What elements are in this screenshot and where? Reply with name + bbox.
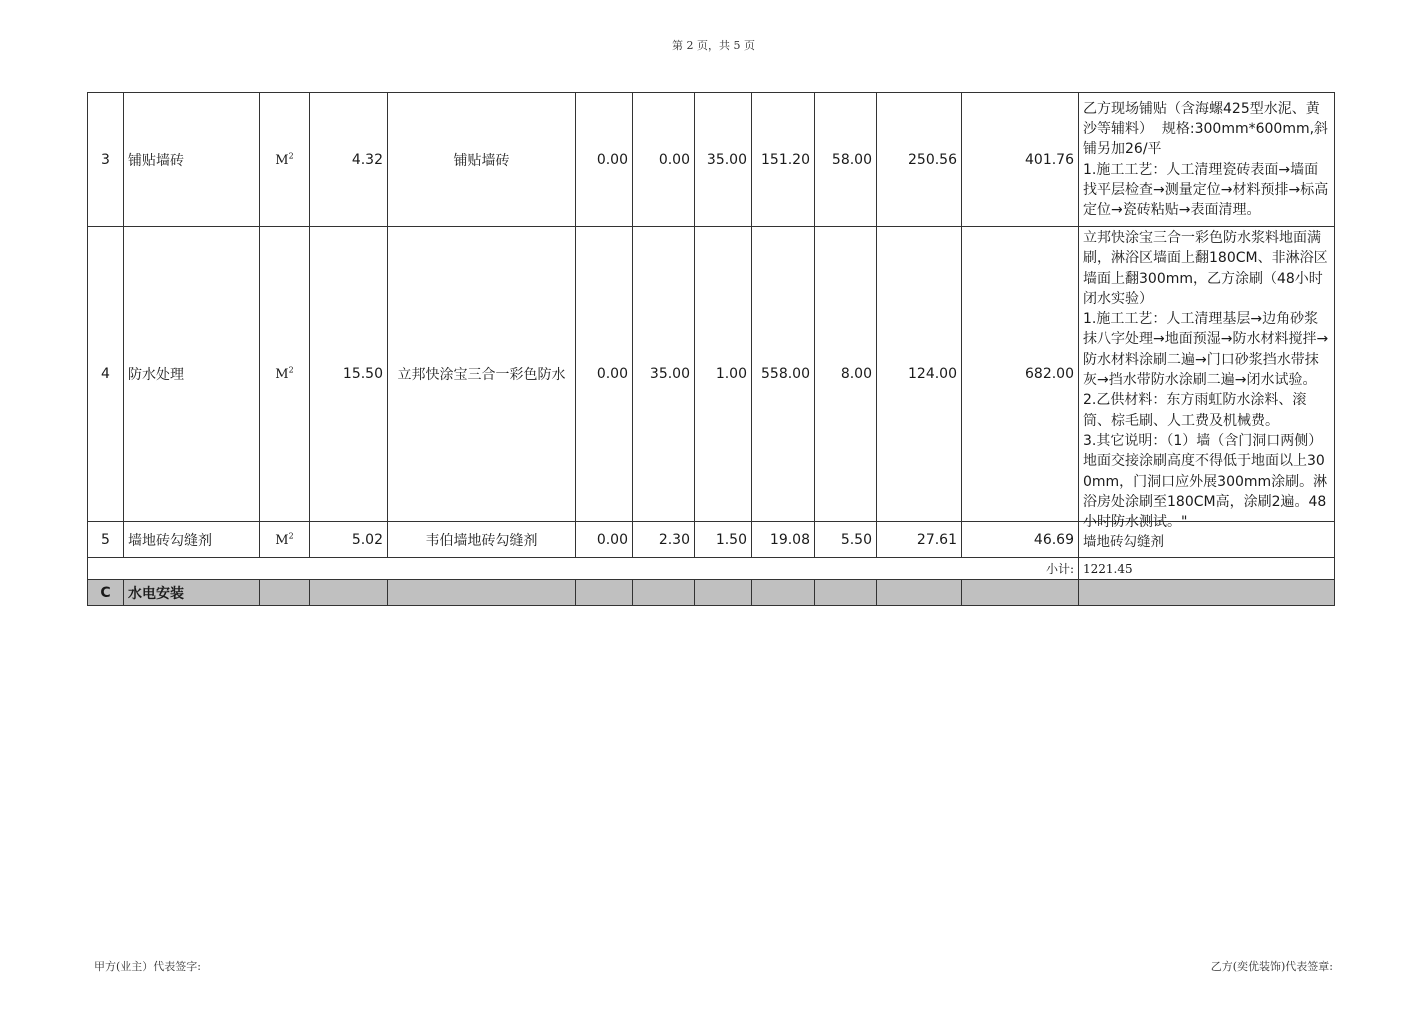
value-cell: 250.56 [877,93,962,227]
section-header-row [88,580,1335,606]
unit-cell: $M^2$ [260,227,310,522]
table-row [88,227,1335,522]
total-cell: 46.69 [962,522,1079,558]
page-number: 第 2 页，共 5 页 [672,39,755,52]
quantity-cell: 4.32 [310,93,388,227]
material-cell: 铺贴墙砖 [388,93,576,227]
value-cell: 558.00 [752,227,815,522]
value-cell: 151.20 [752,93,815,227]
value-cell: 35.00 [633,227,695,522]
value-cell: 35.00 [695,93,752,227]
row-number: 4 [88,227,124,522]
quantity-cell: 5.02 [310,522,388,558]
value-cell: 1.00 [695,227,752,522]
note-cell [1079,227,1335,531]
value-cell: 124.00 [877,227,962,522]
total-cell: 682.00 [962,227,1079,522]
note-cell: 乙方现场铺贴（含海螺425型水泥、黄沙等辅料） 规格:300mm*600mm,斜铺另加26/平 1.施工工艺：人工清理瓷砖表面→墙面找平层检查→测量定位→材料预排→标高定位→瓷砖粘贴→表面清理。 [1079,93,1335,227]
note-text: 立邦快涂宝三合一彩色防水浆料地面满刷，淋浴区墙面上翻180CM、非淋浴区墙面上翻300mm，乙方涂刷（48小时闭水实验） 1.施工工艺：人工清理基层→边角砂浆抹八字处理→地面预湿→防水材料搅拌→防水材料涂刷二遍→门口砂浆挡水带抹灰→挡水带防水涂刷二遍→闭水试验。 2.乙供材料：东方雨虹防水涂料、滚筒、棕毛刷、人工费及机械费。 3.其它说明：（1）墙（含门洞口两侧）地面交接涂刷高度不得低于地面以上300mm，门洞口应外展300mm涂刷。淋浴房处涂刷至180CM高，涂刷2遍。48小时防水测试。" [1083,230,1329,531]
subtotal-label: 小计: [88,558,1079,580]
value-cell: 0.00 [576,93,633,227]
note-cell: 墙地砖勾缝剂 [1079,522,1335,558]
party-b-signature-label: 乙方(奕优装饰)代表签章: [1210,960,1333,973]
section-name: 水电安装 [124,580,260,606]
subtotal-row [88,558,1335,580]
value-cell: 5.50 [815,522,877,558]
item-name: 防水处理 [124,227,260,522]
material-cell: 韦伯墙地砖勾缝剂 [388,522,576,558]
value-cell: 1.50 [695,522,752,558]
value-cell: 0.00 [633,93,695,227]
value-cell: 0.00 [576,227,633,522]
party-a-signature-label: 甲方(业主）代表签字: [94,960,201,973]
section-code: C [88,580,124,606]
total-cell: 401.76 [962,93,1079,227]
quote-table [87,92,1335,606]
unit-cell: $M^2$ [260,93,310,227]
quantity-cell: 15.50 [310,227,388,522]
row-number: 5 [88,522,124,558]
value-cell: 27.61 [877,522,962,558]
value-cell: 19.08 [752,522,815,558]
value-cell: 58.00 [815,93,877,227]
table-row [88,93,1335,227]
value-cell: 2.30 [633,522,695,558]
material-cell: 立邦快涂宝三合一彩色防水 [388,227,576,522]
unit-cell: $M^2$ [260,522,310,558]
row-number: 3 [88,93,124,227]
subtotal-value: 1221.45 [1079,558,1335,580]
value-cell: 0.00 [576,522,633,558]
item-name: 铺贴墙砖 [124,93,260,227]
item-name: 墙地砖勾缝剂 [124,522,260,558]
value-cell: 8.00 [815,227,877,522]
